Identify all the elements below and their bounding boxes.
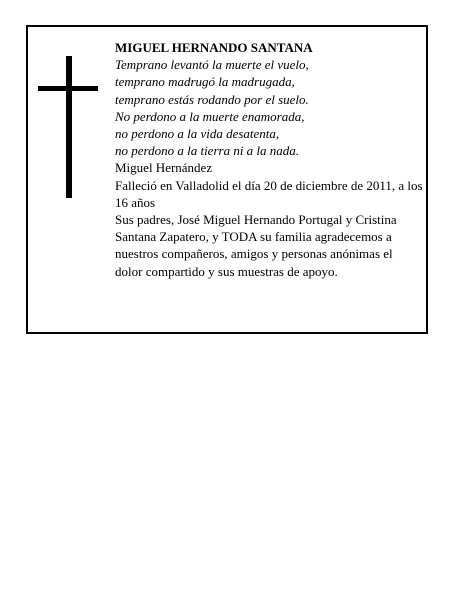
poem-author: Miguel Hernández [115,160,213,176]
deceased-name: MIGUEL HERNANDO SANTANA [115,40,313,55]
death-info: Falleció en Valladolid el día 20 de diciembre de 2011, a los 16 años [115,177,423,210]
cross-horizontal-bar [38,86,98,91]
poem-line: temprano madrugó la madrugada, [115,74,295,90]
poem-line: No perdono a la muerte enamorada, [115,108,305,124]
poem-line: temprano estás rodando por el suelo. [115,91,309,107]
family-thanks: Sus padres, José Miguel Hernando Portugal y Cristina Santana Zapatero, y TODA su familia agradecemos a nuestros compañeros, amigos y personas anónimas el dolor compartido y sus muestras de apoyo. [115,212,397,279]
poem-line: no perdono a la tierra ni a la nada. [115,143,300,159]
poem-line: no perdono a la vida desatenta, [115,126,280,142]
obituary-notice [26,25,428,334]
poem-line: Temprano levantó la muerte el vuelo, [115,57,309,73]
cross-vertical-bar [66,56,72,198]
notice-text [115,39,423,280]
cross-icon [38,56,98,198]
